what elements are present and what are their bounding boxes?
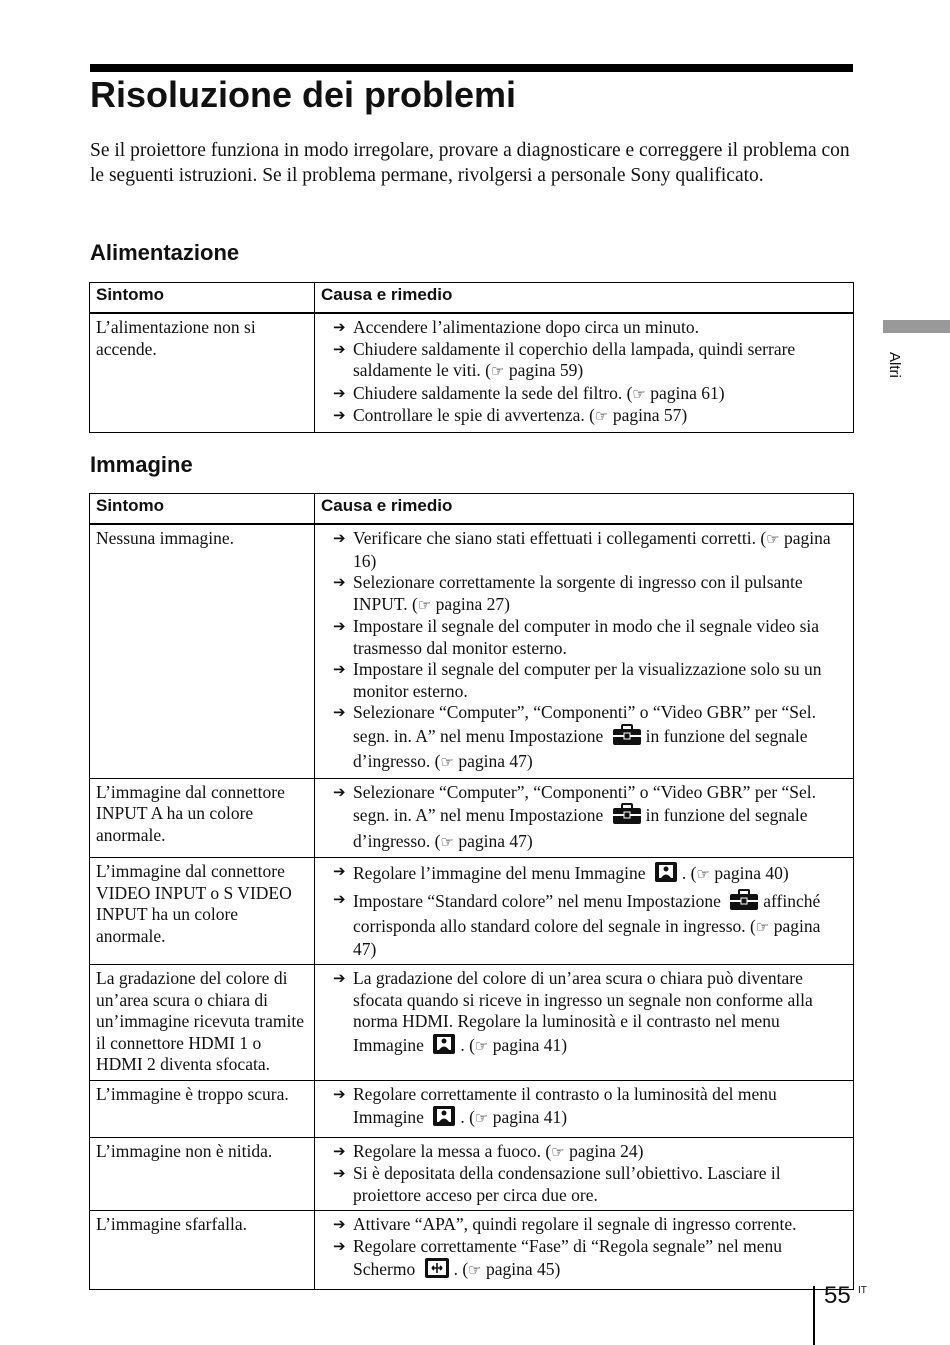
cause-cell [315, 1211, 854, 1290]
cause-cell [315, 313, 854, 432]
arrow-icon: ➔ [333, 862, 346, 880]
remedy-text: Chiudere saldamente il coperchio della lampada, quindi serrare saldamente le viti. ( [353, 338, 796, 380]
cause-cell [315, 965, 854, 1081]
page-reference: pagina 16) [353, 528, 831, 571]
remedy-list [333, 1141, 847, 1207]
section-heading-alimentazione: Alimentazione [90, 240, 240, 265]
remedy-text: Impostare “Standard colore” nel menu Impostazione [353, 890, 721, 911]
page-reference: pagina 45) [486, 1258, 561, 1279]
table-header-row [90, 283, 854, 314]
page-ref-icon: ☞ [594, 407, 609, 425]
page-reference: pagina 24) [569, 1140, 644, 1161]
remedy-text: Si è depositata della condensazione sull’obiettivo. Lasciare il proiettore acceso per circa due ore. [353, 1163, 781, 1205]
remedy-item [333, 1236, 847, 1285]
remedy-text: Regolare correttamente il contrasto o la luminosità del menu Immagine [353, 1083, 777, 1127]
arrow-icon: ➔ [333, 660, 346, 678]
side-tab [886, 352, 906, 392]
cause-cell [315, 524, 854, 778]
symptom-cell: L’immagine è troppo scura. [90, 1080, 315, 1137]
remedy-list [333, 782, 847, 854]
arrow-icon: ➔ [333, 617, 346, 635]
page-number: 55 [824, 1282, 851, 1309]
page-reference: pagina 47) [458, 751, 533, 771]
remedy-item [333, 659, 847, 702]
side-tab-label: Altri [886, 352, 903, 378]
page-reference: pagina 40) [714, 862, 789, 883]
column-header-symptom: Sintomo [90, 283, 315, 314]
remedy-list [333, 528, 847, 774]
remedy-text-after: . ( [681, 862, 697, 883]
picture-icon [432, 1033, 456, 1061]
column-header-cause: Causa e rimedio [315, 283, 854, 314]
page-reference: pagina 61) [650, 382, 725, 403]
arrow-icon: ➔ [333, 1164, 346, 1182]
remedy-text-after: in funzione del segnale d’ingresso. ( [353, 725, 808, 771]
remedy-text: Impostare il segnale del computer per la visualizzazione solo su un monitor esterno. [353, 659, 822, 701]
arrow-icon: ➔ [333, 782, 346, 801]
picture-icon [432, 1105, 456, 1133]
remedy-text-after: affinché corrisponda allo standard colore del segnale in ingresso. ( [353, 890, 821, 936]
remedy-item [333, 528, 847, 572]
symptom-cell: L’immagine dal connettore VIDEO INPUT o S VIDEO INPUT ha un colore anormale. [90, 858, 315, 965]
remedy-item [333, 572, 847, 616]
intro-paragraph: Se il proiettore funziona in modo irregolare, provare a diagnosticare e correggere il problema con le seguenti istruzioni. Se il problema permane, rivolgersi a personale Sony qualificato. [90, 140, 850, 186]
remedy-item [333, 861, 847, 889]
remedy-text: Verificare che siano stati effettuati i collegamenti corretti. ( [353, 528, 767, 548]
remedy-item [333, 1163, 847, 1206]
remedy-item [333, 1141, 847, 1164]
remedy-text: Selezionare correttamente la sorgente di ingresso con il pulsante INPUT. ( [353, 572, 803, 614]
arrow-icon: ➔ [333, 1084, 346, 1103]
symptom-cell: Nessuna immagine. [90, 524, 315, 778]
symptom-cell: L’alimentazione non si accende. [90, 313, 315, 432]
page-reference: pagina 59) [508, 360, 584, 380]
side-tab-bar [883, 320, 950, 333]
remedy-text: Chiudere saldamente la sede del filtro. ( [353, 382, 633, 403]
remedy-item [333, 405, 847, 428]
remedy-item [333, 339, 847, 383]
page-reference: pagina 27) [435, 593, 510, 614]
page-language: IT [858, 1285, 867, 1296]
column-header-cause: Causa e rimedio [315, 494, 854, 525]
arrow-icon: ➔ [333, 573, 346, 591]
page-ref-icon: ☞ [474, 1108, 489, 1127]
page-ref-icon: ☞ [696, 864, 710, 883]
arrow-icon: ➔ [333, 1215, 346, 1233]
page-title: Risoluzione dei problemi [90, 74, 517, 115]
remedy-text: La gradazione del colore di un’area scura o chiara può diventare sfocata quando si riceve in ingresso un segnale non conforme alla norma HDMI. Regolare la luminosità e il contrasto nel menu Immagine [353, 968, 813, 1055]
page-ref-icon: ☞ [417, 595, 432, 614]
page-reference: pagina 41) [492, 1034, 568, 1055]
page-ref-icon: ☞ [474, 1036, 489, 1055]
arrow-icon: ➔ [333, 1236, 346, 1255]
power-table [89, 282, 854, 433]
table-row [90, 858, 854, 965]
remedy-text: Selezionare “Computer”, “Componenti” o “Video GBR” per “Sel. segn. in. A” nel menu Impostazione [353, 702, 817, 746]
remedy-item [333, 317, 847, 339]
remedy-list [333, 861, 847, 960]
remedy-item [333, 889, 847, 961]
cause-cell [315, 858, 854, 965]
table-row [90, 524, 854, 778]
remedy-item [333, 702, 847, 774]
page-ref-icon: ☞ [551, 1142, 565, 1161]
remedy-text-after: . ( [460, 1034, 475, 1055]
remedy-item [333, 968, 847, 1060]
section-heading-immagine: Immagine [90, 452, 193, 477]
remedy-text: Regolare l’immagine del menu Immagine [353, 862, 646, 883]
arrow-icon: ➔ [333, 529, 346, 547]
remedy-item [333, 782, 847, 854]
remedy-item [333, 383, 847, 406]
arrow-icon: ➔ [333, 339, 346, 358]
page-ref-icon: ☞ [755, 918, 770, 936]
remedy-item [333, 1084, 847, 1133]
remedy-text-after: . ( [460, 1106, 475, 1127]
table-row [90, 965, 854, 1081]
cause-cell [315, 1137, 854, 1211]
remedy-text: Regolare la messa a fuoco. ( [353, 1140, 552, 1161]
page-reference: pagina 47) [353, 916, 821, 959]
remedy-list [333, 1214, 847, 1285]
arrow-icon: ➔ [333, 318, 346, 336]
remedy-text: Impostare il segnale del computer in modo che il segnale video sia trasmesso dal monitor esterno. [353, 616, 820, 658]
table-row [90, 778, 854, 858]
table-row [90, 1211, 854, 1290]
table-header-row [90, 494, 854, 525]
remedy-text: Selezionare “Computer”, “Componenti” o “Video GBR” per “Sel. segn. in. A” nel menu Impostazione [353, 781, 817, 825]
toolbox-icon [612, 803, 642, 831]
page-reference: pagina 57) [612, 405, 688, 425]
table-row [90, 1080, 854, 1137]
arrow-icon: ➔ [333, 1141, 346, 1160]
remedy-list [333, 968, 847, 1060]
table-row [90, 1137, 854, 1211]
table-row [90, 313, 854, 432]
cause-cell [315, 1080, 854, 1137]
page-ref-icon: ☞ [440, 832, 454, 851]
remedy-text: Attivare “APA”, quindi regolare il segnale di ingresso corrente. [353, 1214, 797, 1234]
page-ref-icon: ☞ [766, 530, 780, 548]
column-header-symptom: Sintomo [90, 494, 315, 525]
remedy-text-after: in funzione del segnale d’ingresso. ( [353, 804, 808, 851]
symptom-cell: L’immagine sfarfalla. [90, 1211, 315, 1290]
symptom-cell: La gradazione del colore di un’area scura o chiara di un’immagine ricevuta tramite il connettore HDMI 1 o HDMI 2 diventa sfocata. [90, 965, 315, 1081]
page-reference: pagina 47) [458, 830, 533, 851]
arrow-icon: ➔ [333, 383, 346, 402]
image-table [89, 493, 854, 1290]
page-reference: pagina 41) [492, 1106, 568, 1127]
remedy-item [333, 1214, 847, 1236]
title-rule [90, 64, 853, 72]
symptom-cell: L’immagine dal connettore INPUT A ha un colore anormale. [90, 778, 315, 858]
cause-cell [315, 778, 854, 858]
remedy-text: Regolare correttamente “Fase” di “Regola segnale” nel menu Schermo [353, 1235, 783, 1279]
arrow-icon: ➔ [333, 969, 346, 987]
page-ref-icon: ☞ [468, 1260, 482, 1279]
arrow-icon: ➔ [333, 889, 346, 908]
remedy-text-after: . ( [453, 1258, 469, 1279]
page-ref-icon: ☞ [440, 753, 454, 771]
remedy-item [333, 616, 847, 659]
arrow-icon: ➔ [333, 703, 346, 721]
remedy-list [333, 1084, 847, 1133]
screen-icon [424, 1257, 450, 1285]
symptom-cell: L’immagine non è nitida. [90, 1137, 315, 1211]
page-number-rule [813, 1286, 815, 1345]
remedy-text: Accendere l’alimentazione dopo circa un minuto. [353, 317, 699, 337]
remedy-text: Controllare le spie di avvertenza. ( [353, 405, 595, 425]
page-ref-icon: ☞ [632, 384, 646, 403]
page-ref-icon: ☞ [491, 362, 505, 380]
remedy-list [333, 317, 847, 428]
toolbox-icon [729, 889, 759, 917]
picture-icon [654, 861, 678, 889]
toolbox-icon [612, 724, 642, 752]
arrow-icon: ➔ [333, 406, 346, 424]
